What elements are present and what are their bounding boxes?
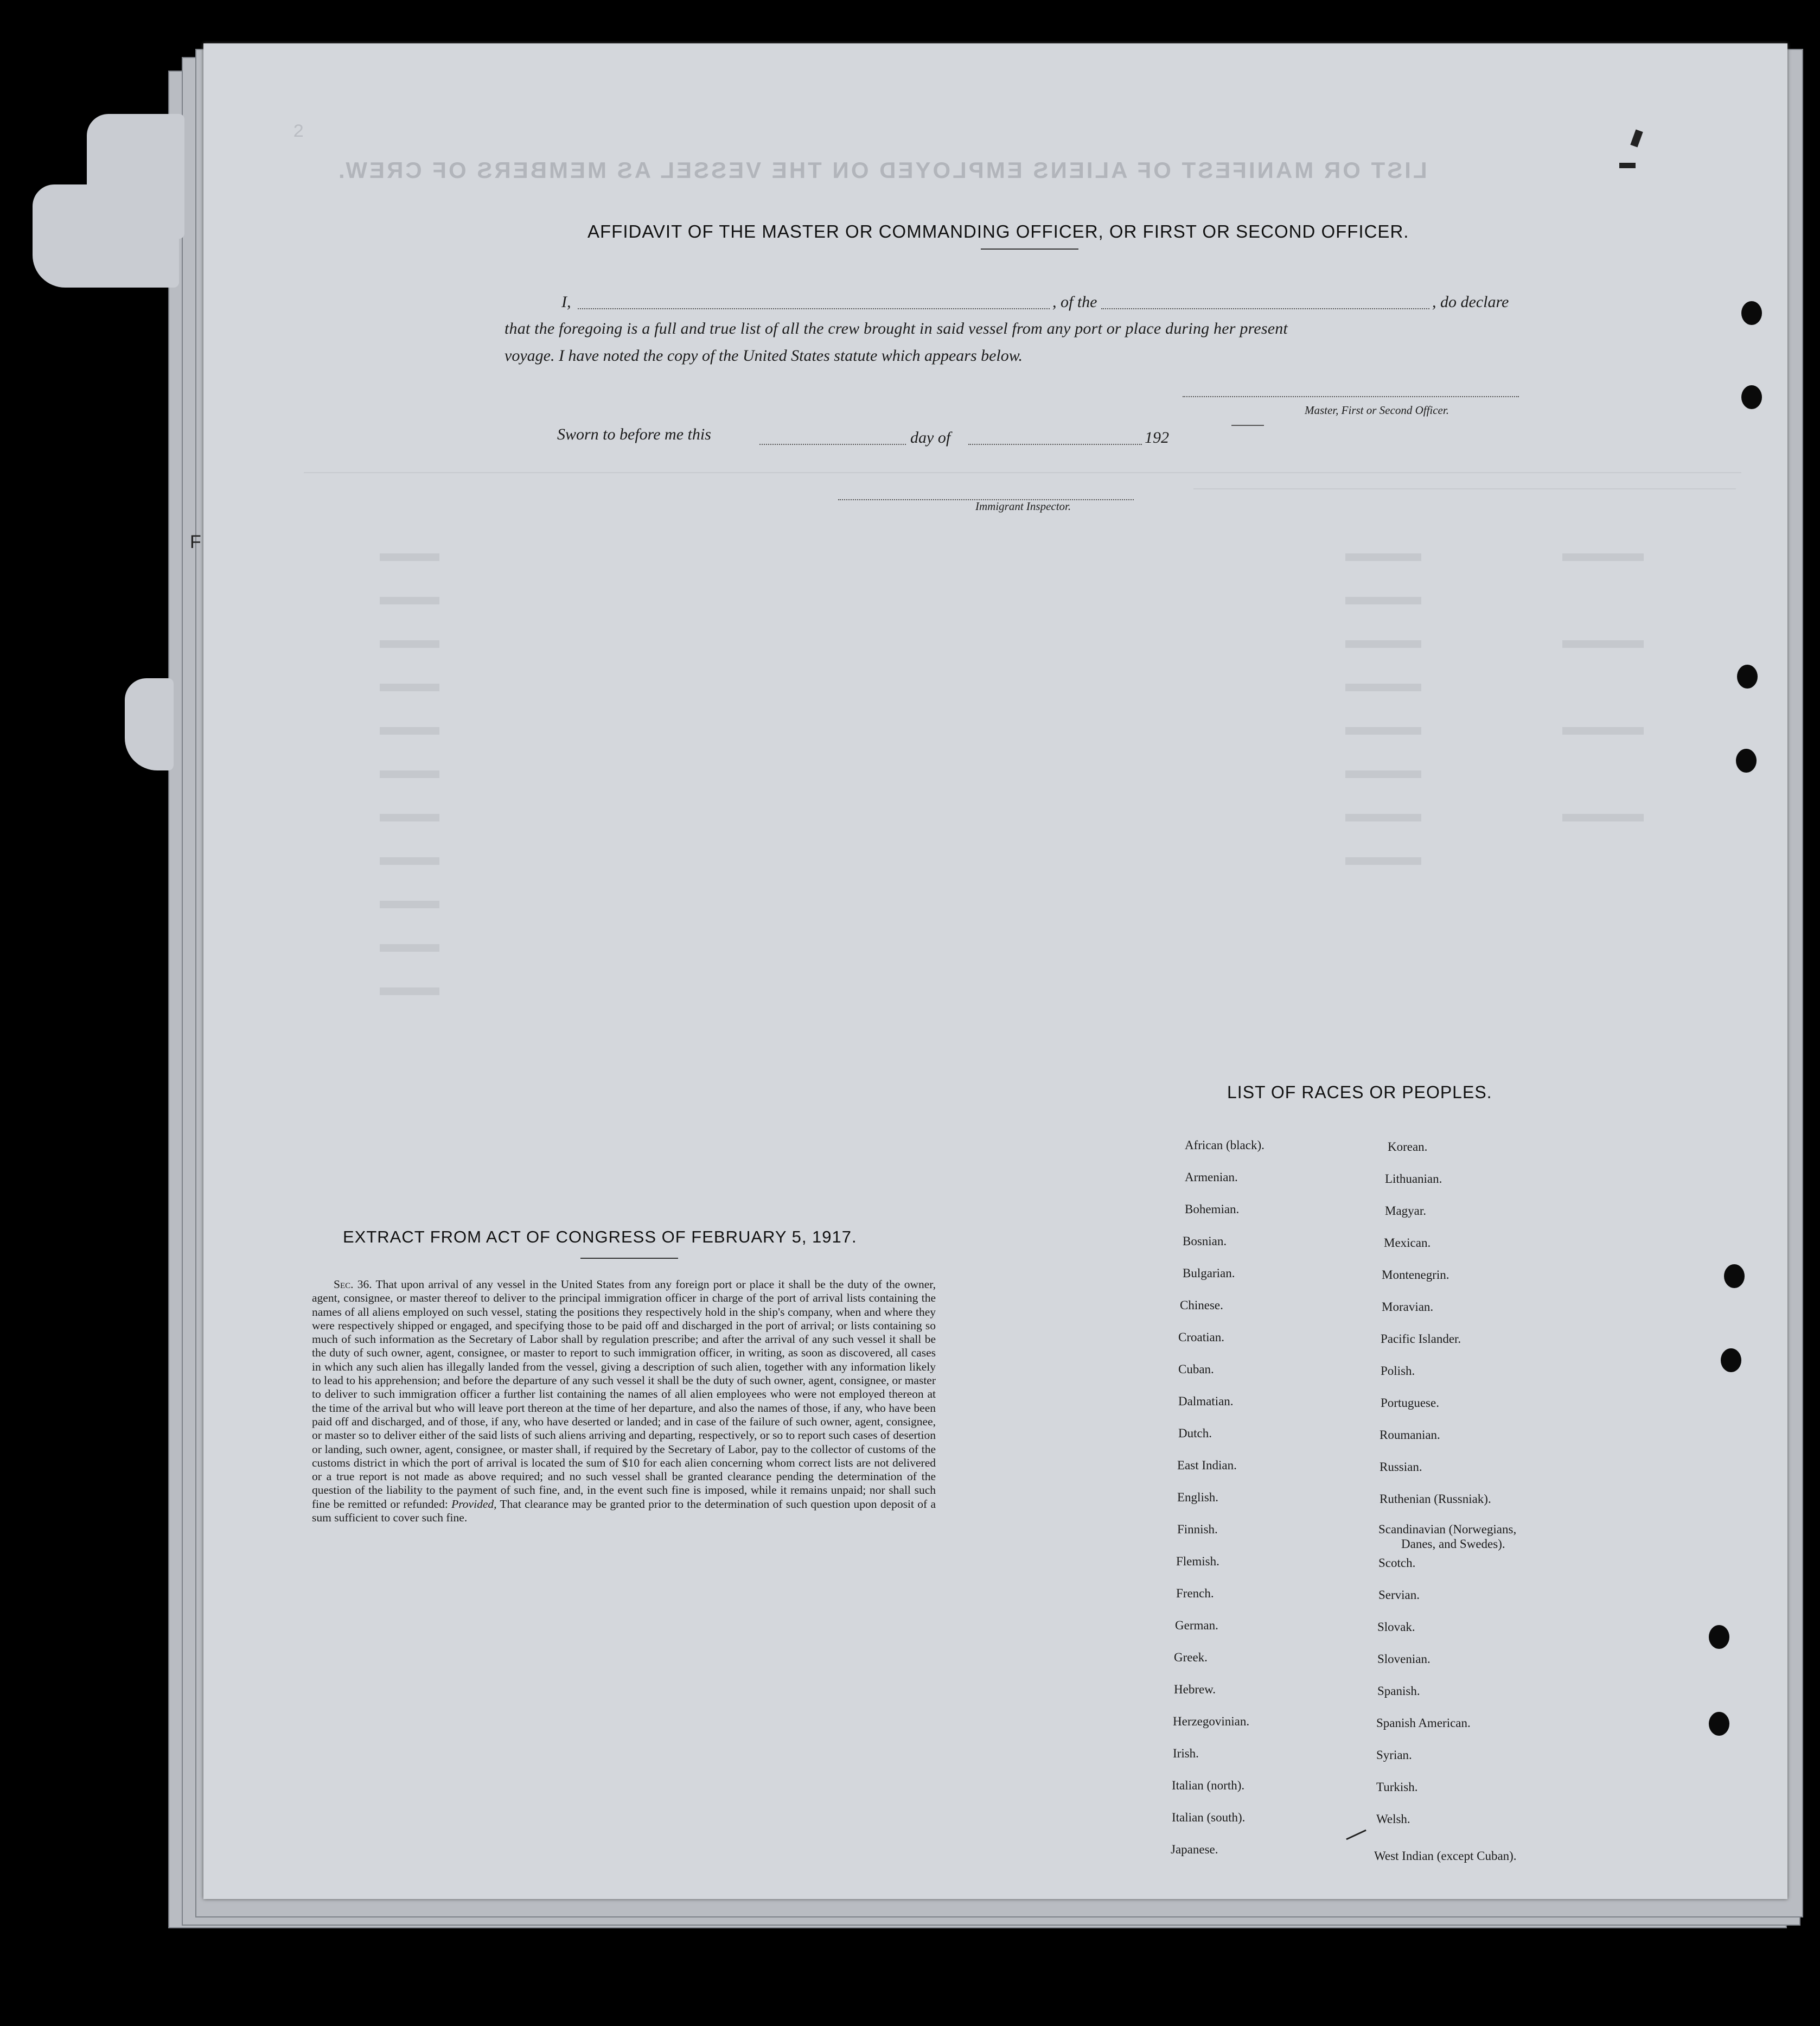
punch-hole [1741,301,1762,325]
left-edge-letter: F [190,532,202,552]
race-item: Japanese. [1171,1843,1218,1856]
affidavit-do-declare-label: , do declare [1432,293,1509,311]
race-item: Italian (south). [1172,1811,1246,1824]
sworn-day-field[interactable] [759,444,906,445]
race-item: Polish. [1381,1364,1415,1378]
race-item: Scotch. [1378,1556,1416,1570]
punch-hole [1721,1348,1741,1372]
race-item: Roumanian. [1380,1428,1440,1442]
race-item: East Indian. [1177,1458,1237,1472]
affidavit-title: AFFIDAVIT OF THE MASTER OR COMMANDING OFFICER, OR FIRST OR SECOND OFFICER. [587,221,1409,241]
race-item: Lithuanian. [1385,1172,1442,1186]
race-item: German. [1175,1619,1218,1632]
race-item: Finnish. [1177,1522,1218,1536]
signature-tick [1231,425,1264,426]
race-item: English. [1177,1490,1219,1504]
race-item: Scandinavian (Norwegians, [1378,1522,1517,1536]
race-item: Ruthenian (Russniak). [1380,1492,1491,1506]
corner-mark [1619,163,1636,168]
officer-signature-caption: Master, First or Second Officer. [1305,404,1449,417]
affidavit-line-3: voyage. I have noted the copy of the United States statute which appears below. [505,347,1023,365]
race-item: Bosnian. [1183,1234,1227,1248]
race-item: Syrian. [1376,1748,1412,1762]
race-item: Portuguese. [1381,1396,1439,1410]
race-item: Moravian. [1382,1300,1434,1314]
section-body-end: That clearance may be granted prior to the determination of such question upon deposit of a sum sufficient to cover such fine. [312,1497,936,1525]
race-item: Welsh. [1376,1812,1410,1826]
race-item: Mexican. [1384,1236,1431,1250]
race-item: West Indian (except Cuban). [1374,1849,1517,1863]
race-item: Herzegovinian. [1173,1715,1250,1728]
bleed-through-page-number: 2 [293,122,304,143]
sworn-month-field[interactable] [968,444,1142,445]
punch-hole [1741,385,1762,409]
affidavit-line-2: that the foregoing is a full and true list of all the crew brought in said vessel from any port or place during her present [505,320,1288,337]
race-item: Spanish American. [1376,1716,1471,1730]
race-item: Cuban. [1178,1362,1214,1376]
race-item: French. [1176,1587,1214,1600]
race-item: Greek. [1174,1651,1208,1664]
section-36-text [312,1278,936,1525]
race-item: Italian (north). [1172,1779,1245,1792]
section-body: That upon arrival of any vessel in the United States from any foreign port or place it shall be the duty of the owner, agent, consignee, or master thereof to deliver to the principal immigration officer in charge of the port of arrival lists containing the names of all aliens employed on such vessel, stating the positions they respectively hold in the ship's company, when and where they were respectively shipped or engaged, and specifying those to be paid off and discharged in the port of arrival; or lists containing so much of such information as the Secretary of Labor shall by regulation prescribe; and after the arrival of any such vessel it shall be the duty of such owner, agent, consignee, or master to report to such immigration officer, in writing, as soon as discovered, all cases in which any such alien has illegally landed from the vessel, giving a description of such alien, together with any information likely to lead to his apprehension; and before the departure of any such vessel it shall be the duty of such owner, agent, consignee, or master to deliver to such immigration officer a further list containing the names of all alien employees who were not employed thereon at the time of the arrival but who will leave port thereon at the time of her departure, and also the names of those, if any, who have been paid off and discharged, and of those, if any, who have deserted or landed; and in case of the failure of such owner, agent, consignee, or master so to deliver either of the said lists of such aliens arriving and departing, respectively, or so to report such cases of desertion or landing, such owner, agent, consignee, or master shall, if required by the Secretary of Labor, pay to the collector of customs of the customs district in which the port of arrival is located the sum of $10 for each alien concerning whom correct lists are not delivered or a true report is not made as above required; and no such vessel shall be granted clearance pending the determination of the question of the liability to the payment of such fine, and, in the event such fine is imposed, while it remains unpaid; nor shall such fine be remitted or refunded: [312,1278,936,1511]
vessel-name-field[interactable] [1101,308,1429,309]
master-name-field[interactable] [578,308,1050,309]
race-item: Magyar. [1385,1204,1427,1218]
inspector-caption: Immigrant Inspector. [975,500,1071,513]
year-label: 192 [1145,429,1169,447]
punch-hole [1709,1625,1729,1649]
extract-title-rule [580,1258,678,1259]
punch-hole [1724,1264,1745,1288]
punch-hole [1709,1712,1729,1736]
race-item: Dalmatian. [1178,1394,1234,1408]
affidavit-title-rule [981,249,1078,250]
race-item: Bohemian. [1185,1202,1240,1216]
race-item: Croatian. [1178,1330,1224,1344]
punch-hole [1736,749,1757,773]
race-item: Armenian. [1185,1170,1238,1184]
affidavit-i-label: I, [561,293,571,311]
sworn-label: Sworn to before me this [557,425,711,443]
race-item: Hebrew. [1174,1683,1216,1696]
affidavit-of-the-label: , of the [1052,293,1097,311]
race-item: Spanish. [1377,1684,1420,1698]
race-item: Servian. [1378,1588,1420,1602]
officer-signature-line[interactable] [1183,396,1519,397]
race-item: Flemish. [1176,1554,1219,1568]
race-item: Slovenian. [1377,1652,1431,1666]
race-item: Bulgarian. [1183,1266,1235,1280]
section-label: Sec. 36. [334,1278,372,1291]
race-item: Turkish. [1376,1780,1418,1794]
race-item: Dutch. [1178,1426,1212,1440]
race-item: Danes, and Swedes). [1401,1537,1505,1551]
punch-hole [1737,665,1758,689]
extract-title: EXTRACT FROM ACT OF CONGRESS OF FEBRUARY 5, 1917. [343,1227,857,1246]
race-item: Montenegrin. [1382,1268,1449,1282]
races-title: LIST OF RACES OR PEOPLES. [1227,1082,1492,1102]
race-item: African (black). [1185,1138,1265,1152]
day-of-label: day of [910,429,951,447]
race-item: Irish. [1173,1747,1199,1760]
race-item: Chinese. [1180,1298,1223,1312]
race-item: Slovak. [1377,1620,1415,1634]
race-item: Korean. [1388,1140,1428,1154]
torn-tab-small [125,678,174,770]
torn-tab-lower [33,184,179,288]
bleed-through-header: LIST OR MANIFEST OF ALIENS EMPLOYED ON THE VESSEL AS MEMBERS OF CREW. [336,157,1427,183]
provided-word: Provided, [451,1497,497,1511]
race-item: Pacific Islander. [1381,1332,1461,1346]
race-item: Russian. [1380,1460,1422,1474]
